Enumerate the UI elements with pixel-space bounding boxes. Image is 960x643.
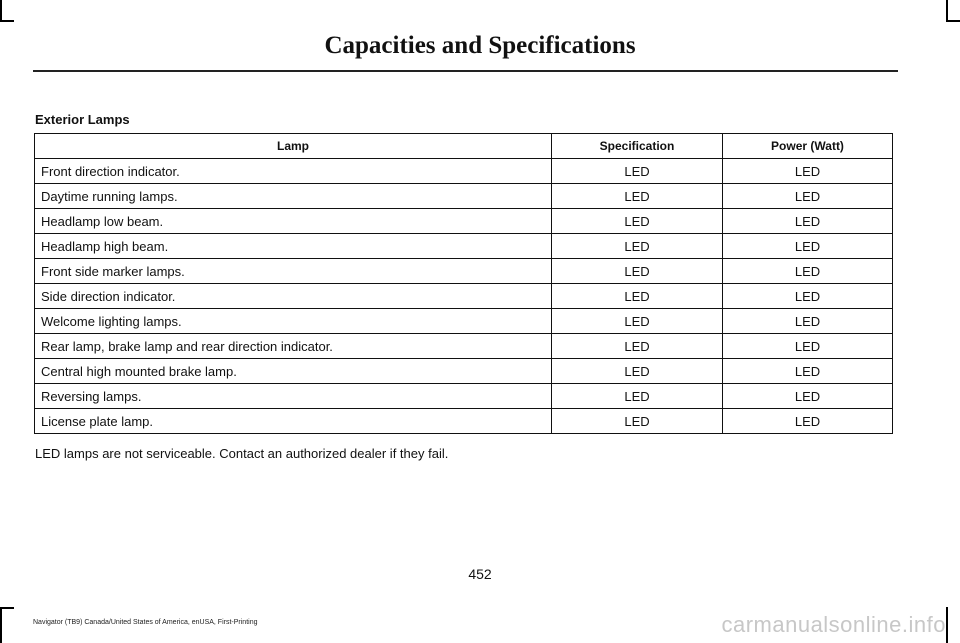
spec-cell: LED bbox=[552, 309, 723, 334]
crop-mark bbox=[0, 0, 2, 22]
lamp-cell: Headlamp low beam. bbox=[35, 209, 552, 234]
power-cell: LED bbox=[723, 384, 893, 409]
crop-mark bbox=[946, 607, 948, 643]
column-header-power: Power (Watt) bbox=[723, 134, 893, 159]
power-cell: LED bbox=[723, 184, 893, 209]
spec-cell: LED bbox=[552, 334, 723, 359]
table-row bbox=[35, 234, 893, 259]
power-cell: LED bbox=[723, 259, 893, 284]
page-header-title: Capacities and Specifications bbox=[324, 32, 636, 59]
power-cell: LED bbox=[723, 309, 893, 334]
table-row bbox=[35, 184, 893, 209]
service-note: LED lamps are not serviceable. Contact an authorized dealer if they fail. bbox=[35, 446, 449, 461]
spec-cell: LED bbox=[552, 209, 723, 234]
power-cell: LED bbox=[723, 409, 893, 434]
spec-cell: LED bbox=[552, 184, 723, 209]
crop-mark bbox=[0, 607, 14, 609]
spec-cell: LED bbox=[552, 234, 723, 259]
power-cell: LED bbox=[723, 209, 893, 234]
lamp-cell: Welcome lighting lamps. bbox=[35, 309, 552, 334]
table-row bbox=[35, 284, 893, 309]
spec-cell: LED bbox=[552, 284, 723, 309]
spec-cell: LED bbox=[552, 359, 723, 384]
table-row bbox=[35, 159, 893, 184]
lamp-cell: Rear lamp, brake lamp and rear direction indicator. bbox=[35, 334, 552, 359]
spec-cell: LED bbox=[552, 159, 723, 184]
spec-cell: LED bbox=[552, 259, 723, 284]
table-row bbox=[35, 334, 893, 359]
lamp-cell: Front side marker lamps. bbox=[35, 259, 552, 284]
crop-mark bbox=[0, 20, 14, 22]
exterior-lamps-table bbox=[34, 133, 893, 434]
lamp-cell: Central high mounted brake lamp. bbox=[35, 359, 552, 384]
power-cell: LED bbox=[723, 159, 893, 184]
power-cell: LED bbox=[723, 234, 893, 259]
spec-cell: LED bbox=[552, 409, 723, 434]
column-header-lamp: Lamp bbox=[35, 134, 552, 159]
power-cell: LED bbox=[723, 359, 893, 384]
table-row bbox=[35, 259, 893, 284]
table-row bbox=[35, 209, 893, 234]
table-row bbox=[35, 359, 893, 384]
table-row bbox=[35, 409, 893, 434]
lamp-cell: Reversing lamps. bbox=[35, 384, 552, 409]
power-cell: LED bbox=[723, 284, 893, 309]
lamp-cell: License plate lamp. bbox=[35, 409, 552, 434]
page-number: 452 bbox=[468, 566, 492, 582]
lamp-cell: Front direction indicator. bbox=[35, 159, 552, 184]
lamp-cell: Headlamp high beam. bbox=[35, 234, 552, 259]
crop-mark bbox=[946, 0, 948, 22]
crop-mark bbox=[0, 607, 2, 643]
column-header-specification: Specification bbox=[552, 134, 723, 159]
lamp-cell: Side direction indicator. bbox=[35, 284, 552, 309]
table-header-row bbox=[35, 134, 893, 159]
table-row bbox=[35, 309, 893, 334]
crop-mark bbox=[946, 20, 960, 22]
header-rule bbox=[33, 70, 898, 72]
table-row bbox=[35, 384, 893, 409]
watermark-text: carmanualsonline.info bbox=[721, 612, 946, 637]
lamp-cell: Daytime running lamps. bbox=[35, 184, 552, 209]
section-title: Exterior Lamps bbox=[35, 112, 130, 127]
edition-footer: Navigator (TB9) Canada/United States of America, enUSA, First-Printing bbox=[33, 619, 258, 626]
power-cell: LED bbox=[723, 334, 893, 359]
spec-cell: LED bbox=[552, 384, 723, 409]
